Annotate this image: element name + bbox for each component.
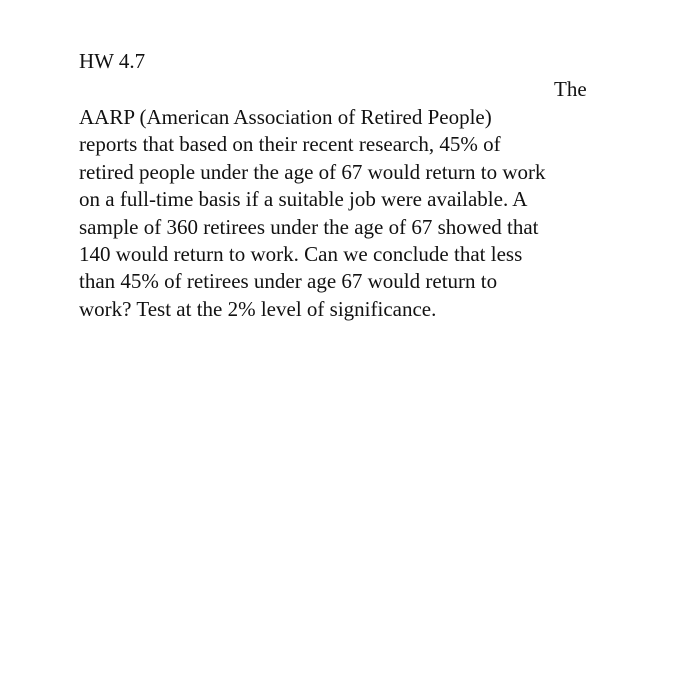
problem-paragraph <box>79 104 546 323</box>
paragraph-line: 140 would return to work. Can we conclude that less <box>79 242 523 267</box>
paragraph-line: AARP (American Association of Retired People) <box>79 105 492 129</box>
paragraph-line: than 45% of retirees under age 67 would return to <box>79 269 498 294</box>
paragraph-lead-word: The <box>554 77 587 101</box>
assignment-heading: HW 4.7 <box>79 49 146 73</box>
paragraph-line: retired people under the age of 67 would return to work <box>79 159 546 184</box>
paragraph-line: work? Test at the 2% level of significance. <box>79 296 437 321</box>
paragraph-line: on a full-time basis if a suitable job were available. A <box>79 187 528 212</box>
paragraph-line: sample of 360 retirees under the age of 67 showed that <box>79 214 539 239</box>
paragraph-line: reports that based on their recent research, 45% of <box>79 132 501 157</box>
